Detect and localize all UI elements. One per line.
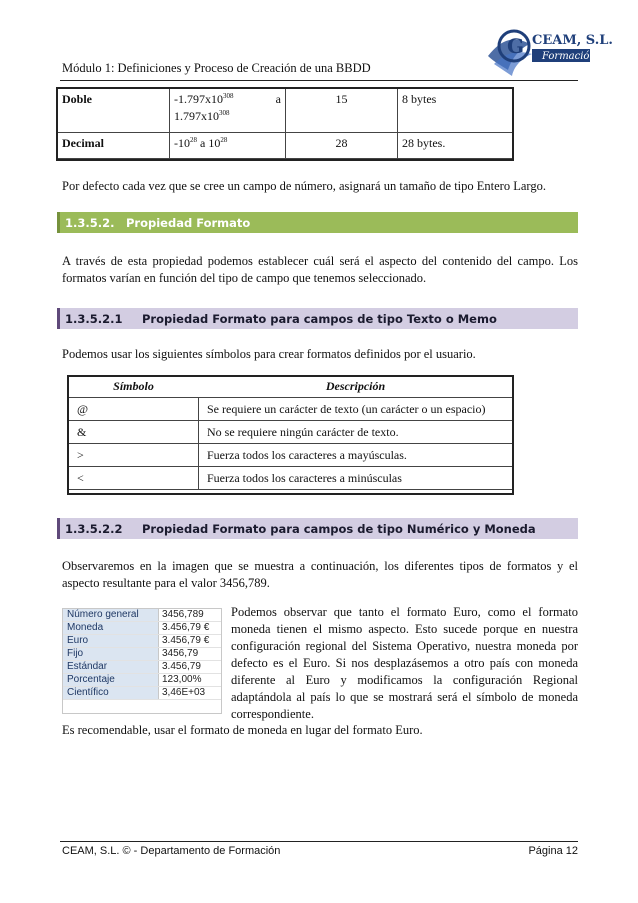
section-number: 1.3.5.2.2 (65, 521, 123, 536)
table-row (69, 467, 513, 490)
section-number: 1.3.5.2. (65, 215, 115, 230)
description-cell: Fuerza todos los caracteres a minúsculas (199, 467, 513, 490)
format-row: Porcentaje 123,00% (63, 674, 221, 687)
type-size: 8 bytes (398, 89, 513, 133)
paragraph-format-intro: A través de esta propiedad podemos establecer cuál será el aspecto del contenido del campo. Los formatos varían en función del tipo de campo que tenemos seleccionado. (62, 254, 578, 285)
symbol-cell: > (69, 444, 199, 467)
page-number: Página 12 (528, 845, 578, 857)
footer-copyright: CEAM, S.L. © - Departamento de Formación (62, 845, 281, 857)
symbols-table (68, 376, 513, 490)
section-title: Propiedad Formato para campos de tipo Numérico y Moneda (142, 521, 536, 536)
logo-letter: G (507, 34, 525, 58)
description-cell: Se requiere un carácter de texto (un carácter o un espacio) (199, 398, 513, 421)
data-types-table (57, 88, 513, 159)
description-cell: No se requiere ningún carácter de texto. (199, 421, 513, 444)
format-row: Estándar 3.456,79 (63, 661, 221, 674)
table-row (69, 398, 513, 421)
section-title: Propiedad Formato (126, 215, 251, 230)
paragraph-euro-explanation: Podemos observar que tanto el formato Euro, como el formato moneda tienen el mismo aspecto. Esto sucede porque en nuestra configuración regional del Sistema Operativo, nuestra moneda por defecto es el Euro. Si nos desplazásemos a otro país con moneda diferente al Euro y modificamos la configuración Regional adaptándola al país lo que se mostrará será el símbolo de moneda correspondiente. (231, 605, 578, 721)
type-range: $-10^{28}$ a $10^{28}$ (170, 133, 286, 159)
format-row: Científico 3,46E+03 (63, 687, 221, 700)
format-row: Fijo 3456,79 (63, 648, 221, 661)
column-header: Descripción (199, 376, 513, 398)
type-size: 28 bytes. (398, 133, 513, 159)
header-divider (60, 80, 578, 81)
page-header-title: Módulo 1: Definiciones y Proceso de Creación de una BBDD (62, 61, 371, 75)
type-digits: 15 (286, 89, 398, 133)
table-header-row (69, 376, 513, 398)
type-digits: 28 (286, 133, 398, 159)
section-heading-1 (57, 212, 578, 233)
table-row (58, 89, 513, 133)
type-name: Decimal (58, 133, 170, 159)
table-row (58, 133, 513, 159)
type-name: Doble (58, 89, 170, 133)
symbol-cell: @ (69, 398, 199, 421)
section-number: 1.3.5.2.1 (65, 311, 123, 326)
paragraph-numeric-intro: Observaremos en la imagen que se muestra a continuación, los diferentes tipos de formatos y el aspecto resultante para el valor 3456,789. (62, 559, 578, 590)
logo-subtext: Formación (542, 51, 596, 62)
type-range: $-1.797x10^{308}$ a $1.797x10^{308}$ (170, 89, 286, 133)
format-row: Número general 3456,789 (63, 609, 221, 622)
logo-text: CEAM, S.L. (532, 33, 613, 48)
table-row (69, 444, 513, 467)
format-row: Euro 3.456,79 € (63, 635, 221, 648)
section-heading-2 (57, 308, 578, 329)
company-logo (484, 8, 613, 78)
paragraph-symbols-intro: Podemos usar los siguientes símbolos para crear formatos definidos por el usuario. (62, 347, 476, 361)
format-row: Moneda 3.456,79 € (63, 622, 221, 635)
paragraph-recommendation: Es recomendable, usar el formato de moneda en lugar del formato Euro. (62, 723, 423, 737)
symbol-cell: & (69, 421, 199, 444)
description-cell: Fuerza todos los caracteres a mayúsculas. (199, 444, 513, 467)
format-examples-image (62, 608, 222, 714)
table-row (69, 421, 513, 444)
section-heading-3 (57, 518, 578, 539)
symbol-cell: < (69, 467, 199, 490)
column-header: Símbolo (69, 376, 199, 398)
paragraph-default-size: Por defecto cada vez que se cree un campo de número, asignará un tamaño de tipo Entero Largo. (62, 179, 546, 193)
footer-divider (60, 841, 578, 842)
section-title: Propiedad Formato para campos de tipo Texto o Memo (142, 311, 497, 326)
